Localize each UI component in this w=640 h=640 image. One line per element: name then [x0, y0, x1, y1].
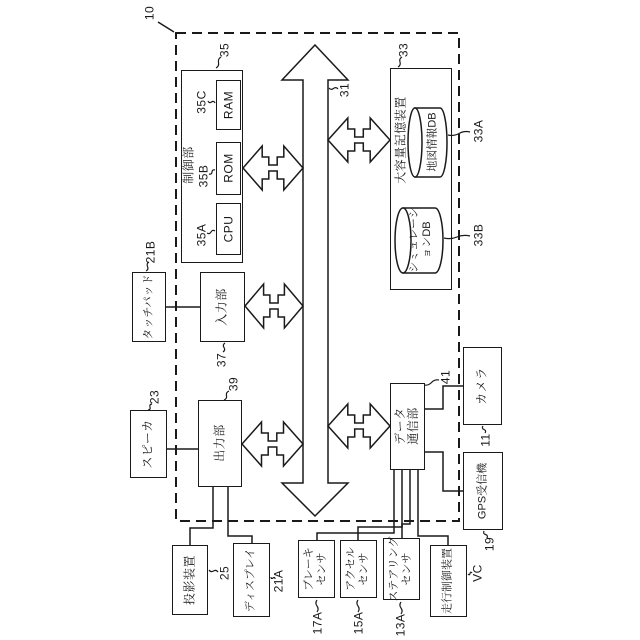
- ref-35: 35: [217, 42, 232, 58]
- ref-vc: VC: [470, 564, 485, 582]
- label-cpu: CPU: [221, 215, 236, 243]
- label-output-unit: 出力部: [212, 424, 227, 462]
- ref-10: 10: [142, 5, 157, 21]
- label-data-comm-unit: データ 通信部: [393, 407, 420, 445]
- ref-19: 19: [482, 536, 497, 552]
- ref-15a: 15A: [351, 611, 366, 635]
- label-steering-sensor: ステアリング センサ: [388, 536, 413, 602]
- ref-31: 31: [337, 82, 352, 98]
- label-control-unit: 制御部: [181, 146, 196, 184]
- ref-21b: 21B: [143, 240, 158, 264]
- label-touchpad: タッチパッド: [142, 274, 155, 340]
- label-ram: RAM: [221, 90, 236, 120]
- ref-39: 39: [226, 376, 241, 392]
- ref-37: 37: [214, 352, 229, 368]
- label-storage: 大容量記憶装置: [393, 96, 408, 184]
- label-speaker: スピーカ: [140, 419, 155, 469]
- label-display: ディスプレイ: [244, 547, 257, 613]
- label-accel-sensor: アクセル センサ: [345, 547, 370, 591]
- label-map-db: 地図情報DB: [426, 112, 439, 172]
- ref-41: 41: [438, 369, 453, 385]
- ref-25: 25: [217, 565, 232, 581]
- label-simulation-db: シミュレーシ ョンDB: [408, 207, 433, 273]
- label-gps-receiver: GPS受信機: [476, 462, 489, 520]
- label-projector: 投影装置: [182, 554, 197, 606]
- ref-17a: 17A: [310, 611, 325, 635]
- label-brake-sensor: ブレーキ センサ: [303, 547, 328, 591]
- label-rom: ROM: [221, 153, 236, 183]
- ref-35c: 35C: [194, 90, 209, 114]
- label-input-unit: 入力部: [214, 288, 229, 326]
- label-drive-control: 走行制御装置: [441, 548, 454, 614]
- ref-13a: 13A: [393, 613, 408, 637]
- ref-35a: 35A: [194, 223, 209, 247]
- ref-35b: 35B: [196, 164, 211, 188]
- ref-33: 33: [396, 42, 411, 58]
- ref-21a: 21A: [271, 569, 286, 593]
- ref-11: 11: [478, 433, 493, 447]
- ref-33a: 33A: [471, 119, 486, 143]
- ref-23: 23: [147, 389, 162, 405]
- ref-10-lead-line: [158, 22, 174, 32]
- ref-33b: 33B: [471, 223, 486, 247]
- label-camera: カメラ: [474, 367, 489, 405]
